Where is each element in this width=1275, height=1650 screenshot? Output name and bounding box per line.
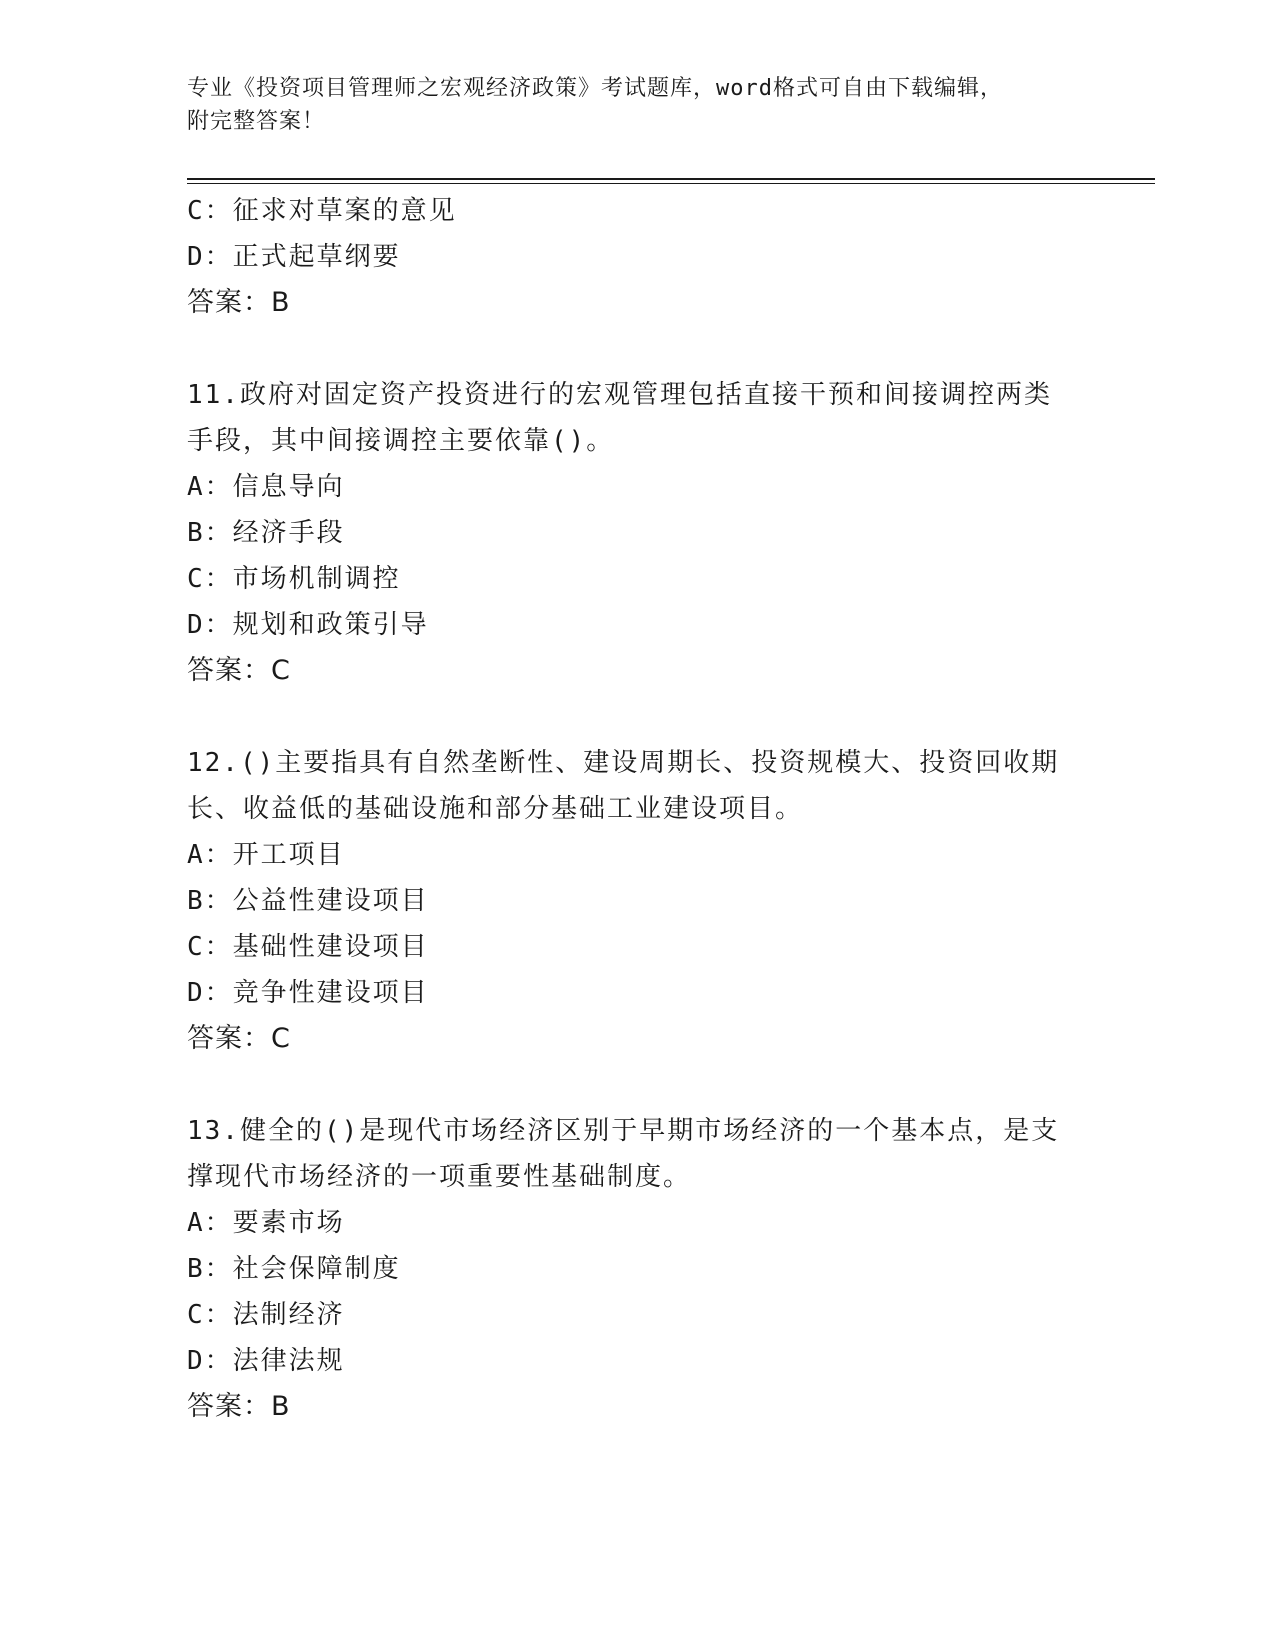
header-rule-thin [187, 183, 1155, 184]
question-stem-line-1: 12.()主要指具有自然垄断性、建设周期长、投资规模大、投资回收期 [187, 748, 1060, 778]
option-c: C：市场机制调控 [187, 564, 401, 594]
option-b: B：经济手段 [187, 518, 345, 548]
option-c: C：基础性建设项目 [187, 932, 429, 962]
header-rule-thick [187, 178, 1155, 180]
header-line-2: 附完整答案！ [187, 109, 326, 134]
answer-line: 答案：C [187, 655, 291, 686]
option-d: D：正式起草纲要 [187, 242, 401, 272]
option-b: B：社会保障制度 [187, 1254, 401, 1284]
option-a: A：信息导向 [187, 472, 345, 502]
option-a: A：开工项目 [187, 840, 345, 870]
question-12 [187, 740, 1087, 1062]
question-stem-line-2: 撑现代市场经济的一项重要性基础制度。 [187, 1162, 692, 1192]
option-a: A：要素市场 [187, 1208, 345, 1238]
option-c: C：法制经济 [187, 1300, 345, 1330]
continued-question [187, 188, 1087, 326]
question-stem-line-2: 手段，其中间接调控主要依靠()。 [187, 426, 615, 456]
question-content [187, 188, 1087, 1430]
question-11 [187, 372, 1087, 694]
option-d: D：法律法规 [187, 1346, 345, 1376]
answer-line: 答案：C [187, 1023, 291, 1054]
question-13 [187, 1108, 1087, 1430]
question-stem-line-1: 13.健全的()是现代市场经济区别于早期市场经济的一个基本点，是支 [187, 1116, 1060, 1146]
option-b: B：公益性建设项目 [187, 886, 429, 916]
answer-line: 答案：B [187, 287, 291, 318]
header-line-1: 专业《投资项目管理师之宏观经济政策》考试题库，word格式可自由下载编辑， [187, 76, 1003, 101]
option-d: D：规划和政策引导 [187, 610, 429, 640]
question-stem-line-1: 11.政府对固定资产投资进行的宏观管理包括直接干预和间接调控两类 [187, 380, 1052, 410]
question-stem-line-2: 长、收益低的基础设施和部分基础工业建设项目。 [187, 794, 804, 824]
answer-line: 答案：B [187, 1391, 291, 1422]
page-header [187, 72, 1087, 138]
option-d: D：竞争性建设项目 [187, 978, 429, 1008]
option-c: C：征求对草案的意见 [187, 196, 457, 226]
